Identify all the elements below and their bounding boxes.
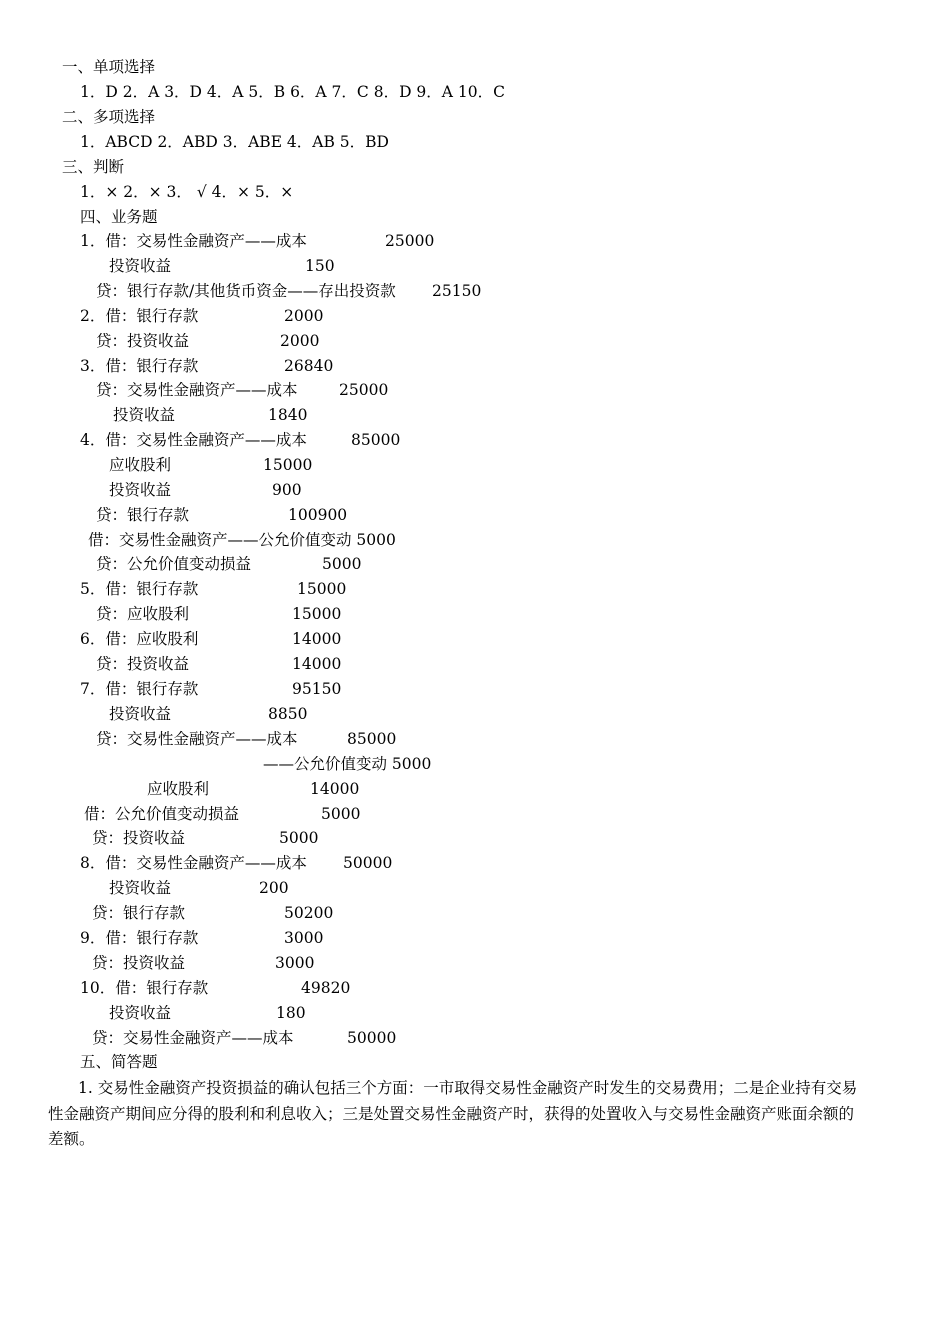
line-text: 贷：银行存款 [92,904,186,922]
line-amount: 15000 [263,456,313,474]
line-text: 贷：应收股利 [96,605,190,623]
line-amount: 49820 [301,979,351,997]
short-answer-paragraph: 1. 交易性金融资产投资损益的确认包括三个方面：一市取得交易性金融资产时发生的交易费用；二是企业持有交易性金融资产期间应分得的股利和利息收入；三是处置交易性金融资产时，获得的处置收入与交易性金融资产账面余额的差额。 [48,1079,858,1148]
line-amount: 15000 [292,605,342,623]
line-amount: 25150 [432,282,482,300]
line-text: 贷：投资收益 [92,954,186,972]
line-text: 10．借：银行存款 [80,979,209,997]
line-text: 6．借：应收股利 [80,630,199,648]
line-text: 五、简答题 [80,1053,158,1071]
line-amount: 2000 [284,307,324,325]
line-text: 5．借：银行存款 [80,580,199,598]
line-text: 1．D 2．A 3．D 4．A 5．B 6．A 7．C 8．D 9．A 10．C [80,83,505,101]
line-amount: 5000 [322,555,362,573]
line-text: ——公允价值变动 5000 [263,755,432,773]
line-text: 4．借：交易性金融资产——成本 [80,431,307,449]
line-amount: 3000 [275,954,315,972]
line-text: 1．借：交易性金融资产——成本 [80,232,307,250]
line-text: 投资收益 [109,257,172,275]
line-text: 借：公允价值变动损益 [84,805,240,823]
line-amount: 25000 [339,381,389,399]
line-amount: 26840 [284,357,334,375]
line-text: 投资收益 [113,406,176,424]
line-amount: 95150 [292,680,342,698]
line-text: 1．ABCD 2．ABD 3．ABE 4．AB 5．BD [80,133,389,151]
line-text: 贷：投资收益 [92,829,186,847]
line-amount: 14000 [292,655,342,673]
line-text: 贷：银行存款/其他货币资金——存出投资款 [96,282,396,300]
line-text: 8．借：交易性金融资产——成本 [80,854,307,872]
line-text: 应收股利 [147,780,210,798]
line-amount: 14000 [292,630,342,648]
line-amount: 5000 [279,829,319,847]
line-text: 三、判断 [62,158,125,176]
line-amount: 50000 [343,854,393,872]
line-amount: 900 [272,481,302,499]
line-text: 1．× 2．× 3． √ 4．× 5．× [80,183,294,201]
line-text: 贷：交易性金融资产——成本 [96,381,298,399]
line-text: 贷：银行存款 [96,506,190,524]
line-amount: 25000 [385,232,435,250]
line-amount: 200 [259,879,289,897]
line-text: 贷：投资收益 [96,655,190,673]
line-text: 3．借：银行存款 [80,357,199,375]
line-amount: 5000 [321,805,361,823]
line-amount: 8850 [268,705,308,723]
line-text: 投资收益 [109,705,172,723]
line-amount: 50000 [347,1029,397,1047]
line-text: 应收股利 [109,456,172,474]
line-text: 四、业务题 [80,208,158,226]
line-text: 借：交易性金融资产——公允价值变动 5000 [88,531,396,549]
line-text: 贷：交易性金融资产——成本 [92,1029,294,1047]
line-amount: 50200 [284,904,334,922]
line-text: 投资收益 [109,1004,172,1022]
line-amount: 150 [305,257,335,275]
line-text: 9．借：银行存款 [80,929,199,947]
line-amount: 100900 [288,506,348,524]
line-text: 2．借：银行存款 [80,307,199,325]
line-amount: 180 [276,1004,306,1022]
line-amount: 85000 [351,431,401,449]
line-amount: 14000 [310,780,360,798]
line-text: 7．借：银行存款 [80,680,199,698]
line-text: 一、单项选择 [62,58,156,76]
line-text: 二、多项选择 [62,108,156,126]
line-text: 投资收益 [109,481,172,499]
line-text: 贷：公允价值变动损益 [96,555,252,573]
line-amount: 2000 [280,332,320,350]
line-text: 贷：交易性金融资产——成本 [96,730,298,748]
line-text: 贷：投资收益 [96,332,190,350]
line-amount: 1840 [268,406,308,424]
line-amount: 3000 [284,929,324,947]
line-amount: 85000 [347,730,397,748]
line-amount: 15000 [297,580,347,598]
line-text: 投资收益 [109,879,172,897]
